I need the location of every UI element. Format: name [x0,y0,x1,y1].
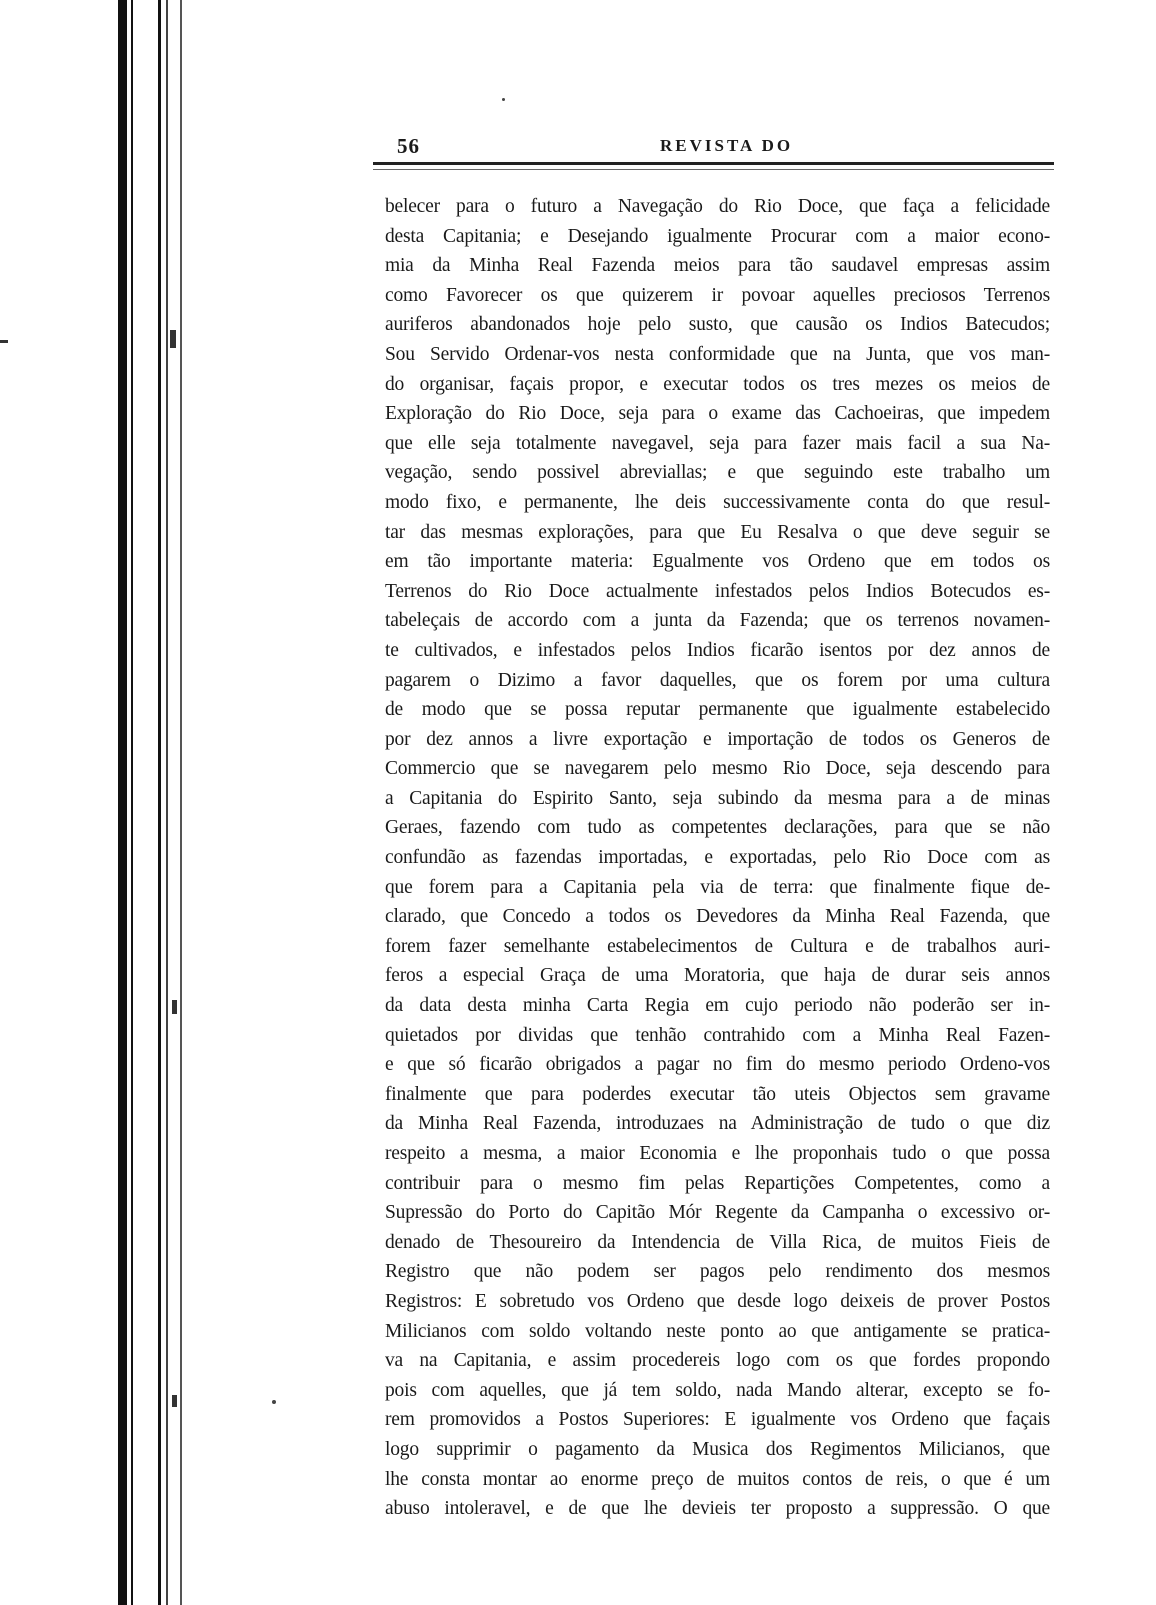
scan-speck [272,1400,276,1404]
text-line: Sou Servido Ordenar-vos nesta conformidade que na Junta, que vos man- [385,343,1050,365]
gutter-mark [172,1395,177,1407]
body-text [385,192,1050,1524]
text-line: Commercio que se navegarem pelo mesmo Rio Doce, seja descendo para [385,758,1050,780]
text-line: da data desta minha Carta Regia em cujo periodo não poderão ser in- [385,995,1050,1017]
text-line: da Minha Real Fazenda, introduzaes na Administração de tudo o que diz [385,1113,1050,1135]
text-line: Geraes, fazendo com tudo as competentes declarações, para que se não [385,817,1050,839]
page-header [385,128,1050,160]
text-line: que forem para a Capitania pela via de terra: que finalmente fique de- [385,876,1050,898]
text-line: te cultivados, e infestados pelos Indios ficarão isentos por dez annos de [385,639,1050,661]
text-line: pagarem o Dizimo a favor daquelles, que os forem por uma cultura [385,669,1050,691]
text-line: finalmente que para poderdes executar tão uteis Objectos sem gravame [385,1083,1050,1105]
text-line: belecer para o futuro a Navegação do Rio Doce, que faça a felicidade [385,196,1050,217]
binding-edge-line [180,0,182,1605]
gutter-mark [170,330,176,348]
text-line: rem promovidos a Postos Superiores: E igualmente vos Ordeno que façais [385,1409,1050,1431]
text-line: e que só ficarão obrigados a pagar no fim do mesmo periodo Ordeno-vos [385,1054,1050,1076]
binding-edge-line [118,0,127,1605]
text-line: Exploração do Rio Doce, seja para o exame das Cachoeiras, que impedem [385,403,1050,425]
text-line: auriferos abandonados hoje pelo susto, que causão os Indios Batecudos; [385,314,1050,336]
text-line: tar das mesmas explorações, para que Eu Resalva o que deve seguir se [385,521,1050,543]
text-line: confundão as fazendas importadas, e exportadas, pelo Rio Doce com as [385,847,1050,869]
binding-edge-line [166,0,168,1605]
text-line: pois com aquelles, que já tem soldo, nada Mando alterar, excepto se fo- [385,1379,1050,1401]
text-line: tabeleçais de accordo com a junta da Fazenda; que os terrenos novamen- [385,610,1050,632]
text-line: denado de Thesoureiro da Intendencia de Villa Rica, de muitos Fieis de [385,1231,1050,1253]
text-line: em tão importante materia: Egualmente vos Ordeno que em todos os [385,551,1050,573]
text-line: lhe consta montar ao enorme preço de muitos contos de reis, o que é um [385,1468,1050,1490]
gutter-mark [0,340,8,343]
text-line: forem fazer semelhante estabelecimentos de Cultura e de trabalhos auri- [385,935,1050,957]
text-line: va na Capitania, e assim procedereis logo com os que fordes propondo [385,1350,1050,1372]
book-page [385,128,1050,1524]
text-line: por dez annos a livre exportação e importação de todos os Generos de [385,728,1050,750]
text-line: que elle seja totalmente navegavel, seja para fazer mais facil a sua Na- [385,432,1050,454]
text-line: abuso intoleravel, e de que lhe devieis ter proposto a suppressão. O que [385,1498,1050,1520]
book-binding-gutter [0,0,200,1605]
binding-edge-line [131,0,133,1605]
text-line: Registro que não podem ser pagos pelo rendimento dos mesmos [385,1261,1050,1283]
text-line: desta Capitania; e Desejando igualmente Procurar com a maior econo- [385,225,1050,247]
text-line: clarado, que Concedo a todos os Devedores da Minha Real Fazenda, que [385,906,1050,928]
text-line: respeito a mesma, a maior Economia e lhe proponhais tudo o que possa [385,1143,1050,1164]
text-line: contribuir para o mesmo fim pelas Repartições Competentes, como a [385,1172,1050,1194]
text-line: vegação, sendo possivel abreviallas; e que seguindo este trabalho um [385,462,1050,484]
text-line: Supressão do Porto do Capitão Mór Regente da Campanha o excessivo or- [385,1202,1050,1224]
text-line: feros a especial Graça de uma Moratoria, que haja de durar seis annos [385,965,1050,987]
text-line: quietados por dividas que tenhão contrahido com a Minha Real Fazen- [385,1024,1050,1046]
gutter-mark [172,1000,177,1014]
text-line: mia da Minha Real Fazenda meios para tão saudavel empresas assim [385,255,1050,277]
scan-speck [502,98,505,101]
text-line: modo fixo, e permanente, lhe deis successivamente conta do que resul- [385,491,1050,513]
header-rule [373,162,1054,170]
binding-edge-line [158,0,161,1605]
text-line: Milicianos com soldo voltando neste ponto ao que antigamente se pratica- [385,1320,1050,1342]
text-line: do organisar, façais propor, e executar todos os tres mezes os meios de [385,373,1050,395]
text-line: como Favorecer os que quizerem ir povoar aquelles preciosos Terrenos [385,284,1050,306]
running-head: REVISTA DO [660,136,794,155]
text-line: de modo que se possa reputar permanente que igualmente estabelecido [385,699,1050,721]
text-line: Terrenos do Rio Doce actualmente infestados pelos Indios Botecudos es- [385,580,1050,602]
text-line: logo supprimir o pagamento da Musica dos Regimentos Milicianos, que [385,1438,1050,1460]
page-number: 56 [397,134,420,158]
text-line: a Capitania do Espirito Santo, seja subindo da mesma para a de minas [385,787,1050,809]
text-line: Registros: E sobretudo vos Ordeno que desde logo deixeis de prover Postos [385,1290,1050,1312]
